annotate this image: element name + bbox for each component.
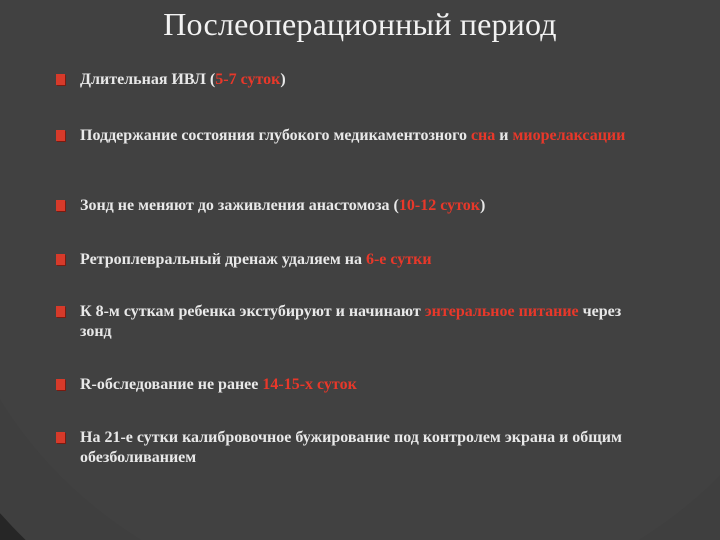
highlight-text: 10-12 суток: [398, 197, 480, 214]
bullet-item: [56, 126, 640, 146]
bullet-marker-icon: [56, 379, 65, 390]
bullet-text: ): [479, 197, 486, 214]
bullet-marker-icon: [56, 74, 65, 85]
bullet-item: [56, 70, 640, 90]
bullet-marker-icon: [56, 200, 65, 211]
bullet-text: и: [495, 127, 513, 144]
bullet-item: [56, 302, 640, 342]
bullet-text: На 21-е сутки калибровочное бужирование под контролем экрана и общим обезболиванием: [80, 429, 622, 466]
highlight-text: 14-15-х суток: [262, 376, 357, 393]
bullet-marker-icon: [56, 254, 65, 265]
highlight-text: сна: [470, 127, 496, 144]
bullet-item: [56, 375, 640, 395]
bullet-item: [56, 196, 640, 216]
bullet-text: R-обследование не ранее: [80, 376, 263, 393]
bullet-text: К 8-м суткам ребенка экстубируют и начинают: [80, 303, 425, 320]
bullet-marker-icon: [56, 130, 65, 141]
slide-title: Послеоперационный период: [163, 6, 557, 42]
highlight-text: 6-е сутки: [365, 251, 432, 268]
highlight-text: энтеральное питание: [424, 303, 579, 320]
highlight-text: миорелаксации: [512, 127, 626, 144]
bullet-text: через зонд: [80, 303, 622, 340]
bullet-item: [56, 250, 640, 270]
bullet-text: Поддержание состояния глубокого медикаментозного: [80, 127, 471, 144]
bullet-text: Зонд не меняют до заживления анастомоза (: [80, 197, 399, 214]
bullet-marker-icon: [56, 432, 65, 443]
highlight-text: 5-7 суток: [215, 71, 281, 88]
bullet-item: [56, 428, 640, 468]
bullet-text: ): [280, 71, 286, 88]
bullet-marker-icon: [56, 306, 65, 317]
bullet-text: Ретроплевральный дренаж удаляем на: [80, 251, 366, 268]
bullet-text: Длительная ИВЛ (: [80, 71, 216, 88]
